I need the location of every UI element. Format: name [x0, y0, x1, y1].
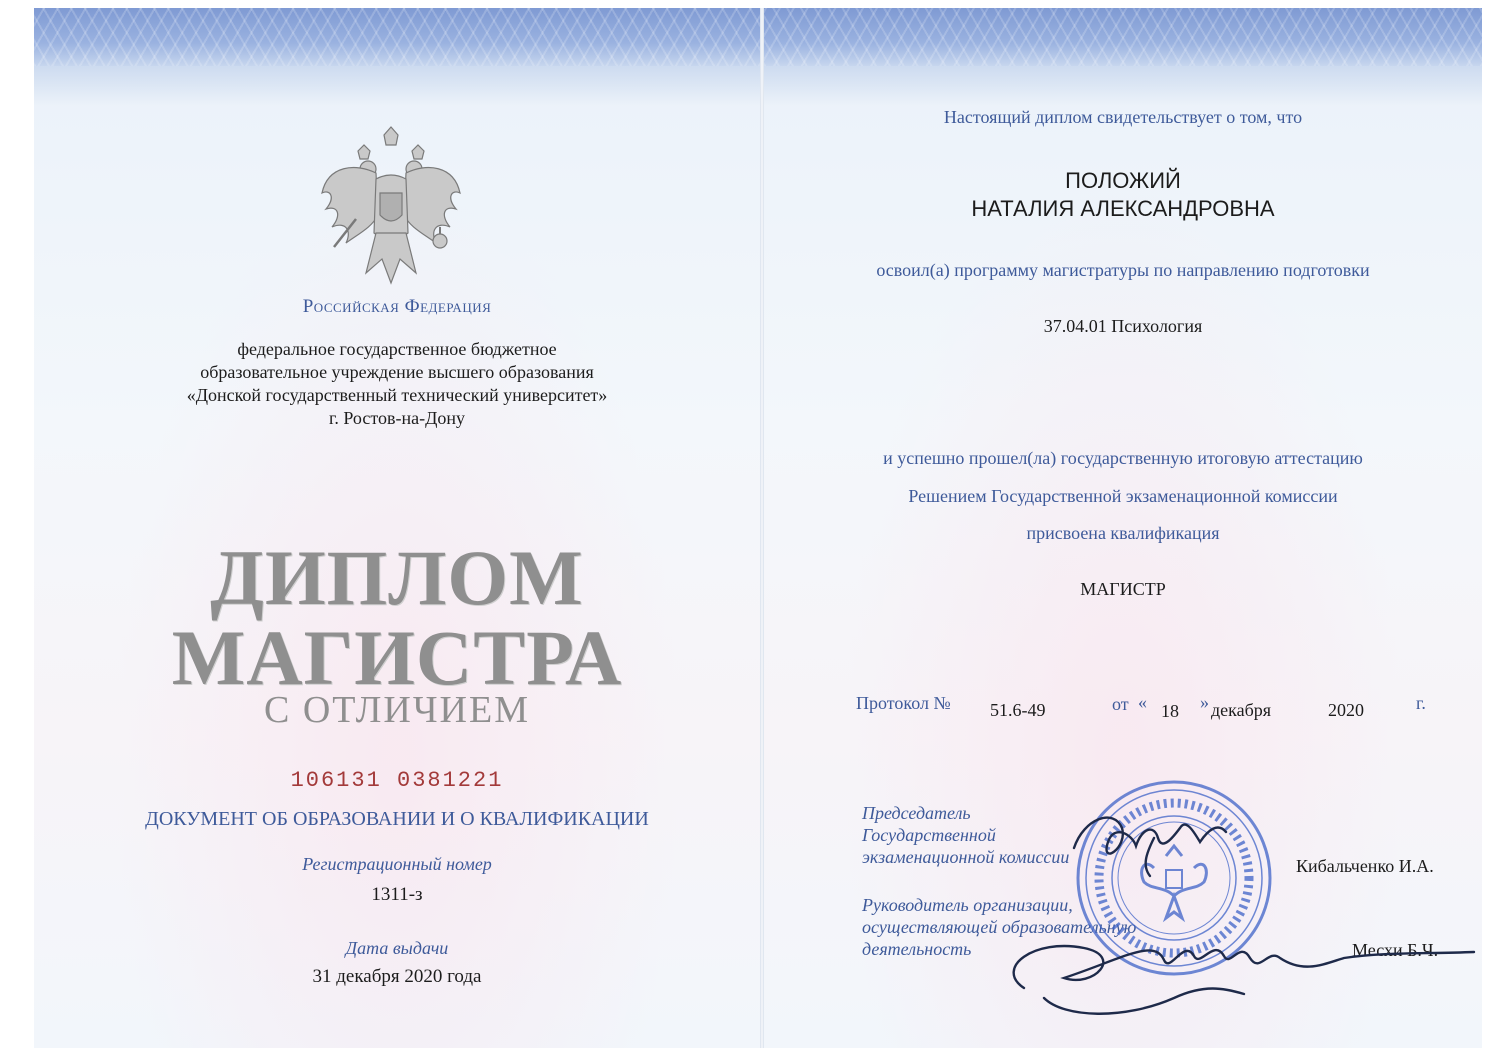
- double-headed-eagle-emblem-icon: [316, 123, 466, 293]
- decorative-band-fade-right: [764, 66, 1482, 106]
- graduate-surname: ПОЛОЖИЙ: [1065, 168, 1181, 193]
- protocol-month: декабря: [1211, 700, 1272, 720]
- issue-date-label: Дата выдачи: [345, 938, 449, 958]
- protocol-year: 2020: [1328, 700, 1364, 720]
- institution-line-3: «Донской государственный технический университет»: [186, 385, 608, 405]
- diploma-title-line-2: МАГИСТРА: [171, 614, 623, 701]
- handwritten-signatures: [1004, 788, 1482, 1028]
- diploma-cover-page: [34, 8, 760, 1048]
- document-type: ДОКУМЕНТ ОБ ОБРАЗОВАНИИ И О КВАЛИФИКАЦИИ: [145, 808, 649, 830]
- protocol-label: Протокол №: [856, 693, 951, 713]
- program-name: 37.04.01 Психология: [1043, 316, 1203, 336]
- graduate-given-names: НАТАЛИЯ АЛЕКСАНДРОВНА: [971, 196, 1275, 221]
- quote-close: »: [1200, 692, 1209, 712]
- head-title-line-1: Руководитель организации,: [862, 895, 1073, 915]
- institution-line-2: образовательное учреждение высшего образования: [200, 362, 594, 382]
- issue-date: 31 декабря 2020 года: [312, 966, 482, 987]
- protocol-number: 51.6-49: [990, 700, 1046, 720]
- institution-city: г. Ростов-на-Дону: [328, 408, 465, 428]
- attestation-statement: и успешно прошел(ла) государственную итоговую аттестацию: [883, 448, 1363, 468]
- protocol-day: 18: [1161, 701, 1179, 721]
- decorative-band-fade: [34, 66, 760, 106]
- diploma-title-line-1: ДИПЛОМ: [210, 534, 584, 621]
- protocol-year-suffix: г.: [1416, 693, 1426, 713]
- qualification: МАГИСТР: [1080, 579, 1166, 599]
- serial-number: 106131 0381221: [290, 768, 504, 793]
- decorative-top-band-right: [764, 8, 1482, 66]
- chair-title-line-2: Государственной: [862, 825, 996, 845]
- quote-open: «: [1138, 692, 1147, 712]
- qualification-statement: присвоена квалификация: [1026, 523, 1220, 543]
- head-name: Месхи Б.Ч.: [1352, 940, 1439, 960]
- program-statement: освоил(а) программу магистратуры по направлению подготовки: [876, 260, 1370, 280]
- head-title-line-3: деятельность: [862, 939, 972, 959]
- institution-line-1: федеральное государственное бюджетное: [237, 339, 557, 359]
- registration-number-label: Регистрационный номер: [302, 854, 492, 874]
- diploma-content-page: [764, 8, 1482, 1048]
- certification-intro: Настоящий диплом свидетельствует о том, что: [943, 107, 1303, 127]
- chair-title-line-1: Председатель: [862, 803, 971, 823]
- country-name: Российская Федерация: [302, 296, 492, 317]
- chair-name: Кибальченко И.А.: [1296, 856, 1434, 876]
- protocol-from-label: от: [1112, 694, 1129, 714]
- diploma-title-honors: С ОТЛИЧИЕМ: [264, 689, 530, 731]
- chair-title-line-3: экзаменационной комиссии: [862, 847, 1070, 867]
- commission-decision: Решением Государственной экзаменационной комиссии: [908, 486, 1338, 506]
- registration-number: 1311-з: [371, 884, 423, 905]
- head-title-line-2: осуществляющей образовательную: [862, 917, 1137, 937]
- decorative-top-band: [34, 8, 760, 66]
- diploma-spread: [34, 8, 1482, 1048]
